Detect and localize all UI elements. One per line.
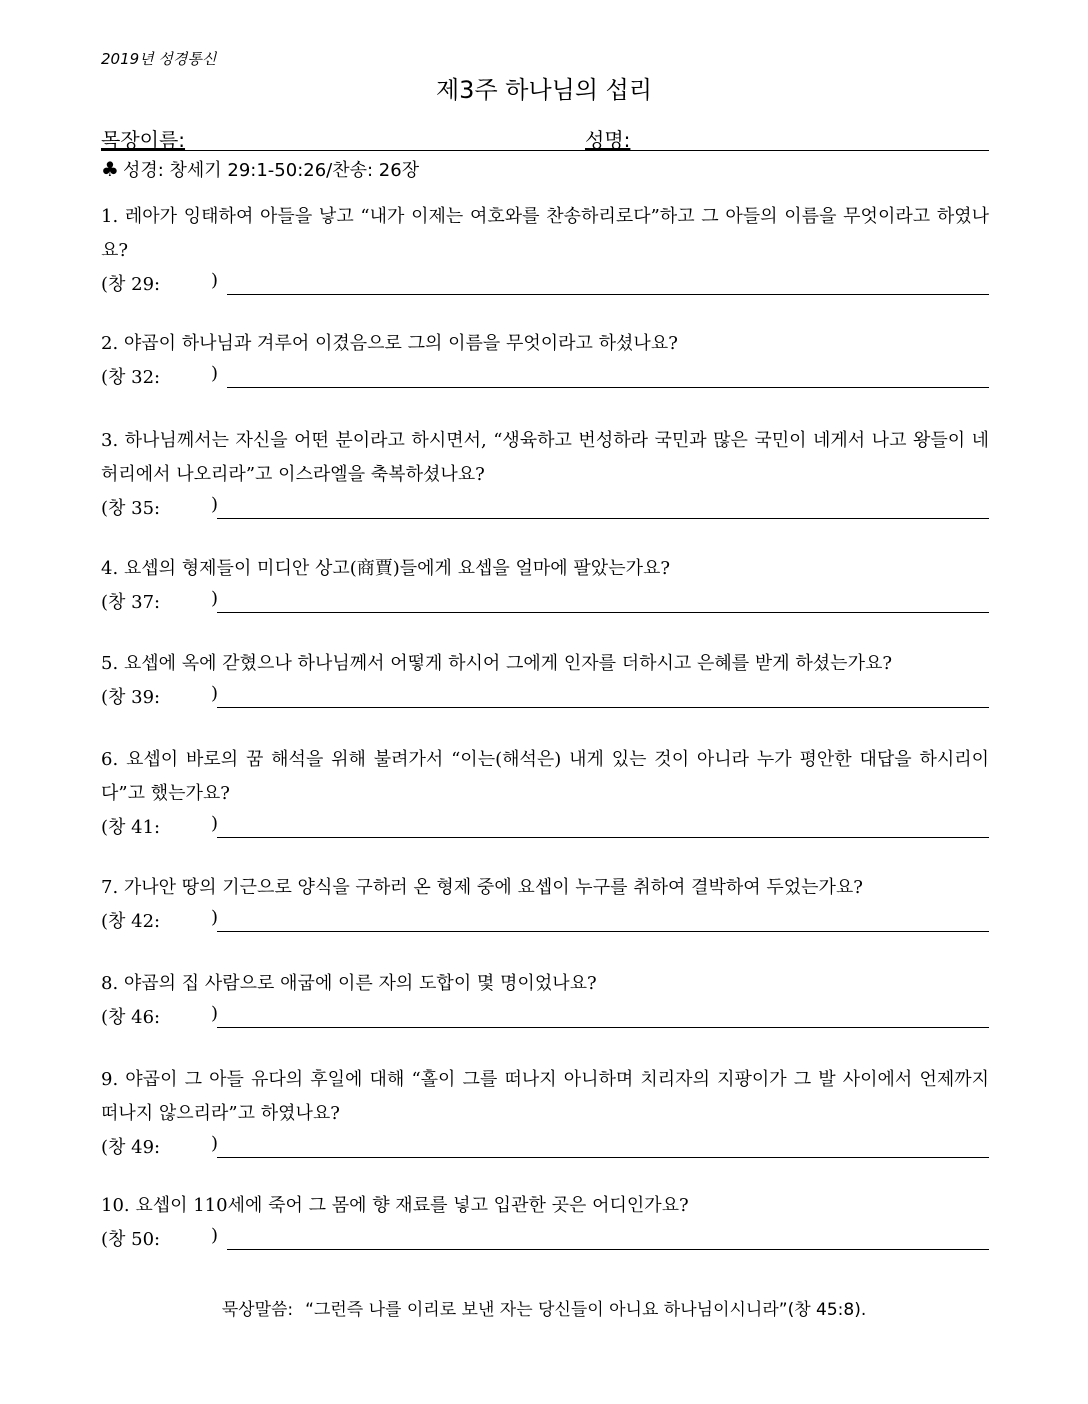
answer-line[interactable] <box>217 518 989 519</box>
reference-close: ) <box>211 683 219 704</box>
question-text: 8. 야곱의 집 사람으로 애굽에 이른 자의 도합이 몇 명이었나요? <box>101 973 597 994</box>
reference-close: ) <box>211 907 219 928</box>
reference-close: ) <box>211 1003 219 1024</box>
reference-label: (창 37: <box>101 592 161 613</box>
reference-close: ) <box>211 1133 219 1154</box>
person-name-label: 성명: <box>585 128 631 152</box>
answer-line[interactable] <box>217 1157 989 1158</box>
answer-line[interactable] <box>217 1027 989 1028</box>
answer-row <box>101 811 989 841</box>
question-text: 3. 하나님께서는 자신을 어떤 분이라고 하시면서, “생육하고 번성하라 국민과 많은 국민이 네게서 나고 왕들이 네 허리에서 나오리라”고 이스라엘을 축복하셨나요? <box>101 430 989 485</box>
reference-close: ) <box>211 363 219 384</box>
answer-row <box>101 361 989 391</box>
question-text: 9. 야곱이 그 아들 유다의 후일에 대해 “홀이 그를 떠나지 아니하며 치리자의 지팡이가 그 발 사이에서 언제까지 떠나지 않으리라”고 하였나요? <box>101 1069 989 1124</box>
question-3 <box>101 424 989 522</box>
question-7 <box>101 871 989 935</box>
answer-line[interactable] <box>227 1249 989 1250</box>
scripture-line <box>101 156 419 182</box>
reference-close: ) <box>211 270 219 291</box>
answer-row <box>101 586 989 616</box>
question-8 <box>101 967 989 1031</box>
memory-verse-line <box>0 1295 1088 1320</box>
question-text: 10. 요셉이 110세에 죽어 그 몸에 향 재료를 넣고 입관한 곳은 어디인가요? <box>101 1195 689 1216</box>
answer-row <box>101 268 989 298</box>
answer-line[interactable] <box>227 294 989 295</box>
question-1 <box>101 200 989 298</box>
answer-row <box>101 1223 989 1253</box>
question-text: 4. 요셉의 형제들이 미디안 상고(商賈)들에게 요셉을 얼마에 팔았는가요? <box>101 558 671 579</box>
header-note: 2019년 성경통신 <box>101 50 217 68</box>
reference-label: (창 35: <box>101 498 161 519</box>
reference-close: ) <box>211 588 219 609</box>
reference-label: (창 39: <box>101 687 161 708</box>
reference-close: ) <box>211 813 219 834</box>
question-2 <box>101 327 989 391</box>
question-9 <box>101 1063 989 1161</box>
answer-row <box>101 1001 989 1031</box>
question-6 <box>101 743 989 841</box>
question-4 <box>101 552 989 616</box>
question-text: 1. 레아가 잉태하여 아들을 낳고 “내가 이제는 여호와를 찬송하리로다”하고 그 아들의 이름을 무엇이라고 하였나요? <box>101 206 989 261</box>
answer-line[interactable] <box>217 837 989 838</box>
answer-row <box>101 681 989 711</box>
reference-close: ) <box>211 1225 219 1246</box>
answer-line[interactable] <box>217 707 989 708</box>
reference-label: (창 41: <box>101 817 161 838</box>
reference-label: (창 49: <box>101 1137 161 1158</box>
answer-row <box>101 905 989 935</box>
reference-label: (창 42: <box>101 911 161 932</box>
club-icon: ♣ <box>101 157 119 181</box>
question-text: 7. 가나안 땅의 기근으로 양식을 구하러 온 형제 중에 요셉이 누구를 취하여 결박하여 두었는가요? <box>101 877 863 898</box>
reference-label: (창 46: <box>101 1007 161 1028</box>
reference-label: (창 32: <box>101 367 161 388</box>
answer-row <box>101 1131 989 1161</box>
answer-line[interactable] <box>217 931 989 932</box>
question-text: 6. 요셉이 바로의 꿈 해석을 위해 불려가서 “이는(해석은) 내게 있는 것이 아니라 누가 평안한 대답을 하시리이다”고 했는가요? <box>101 749 989 804</box>
question-text: 2. 야곱이 하나님과 겨루어 이겼음으로 그의 이름을 무엇이라고 하셨나요? <box>101 333 678 354</box>
memory-verse-label: 묵상말씀: <box>221 1300 294 1320</box>
reference-label: (창 29: <box>101 274 161 295</box>
name-row <box>101 124 989 151</box>
answer-line[interactable] <box>217 612 989 613</box>
reference-close: ) <box>211 494 219 515</box>
question-text: 5. 요셉에 옥에 갇혔으나 하나님께서 어떻게 하시어 그에게 인자를 더하시고 은혜를 받게 하셨는가요? <box>101 653 893 674</box>
answer-row <box>101 492 989 522</box>
question-10 <box>101 1189 989 1253</box>
memory-verse-text: “그런즉 나를 이리로 보낸 자는 당신들이 아니요 하나님이시니라”(창 45:8). <box>305 1300 867 1320</box>
reference-label: (창 50: <box>101 1229 161 1250</box>
answer-line[interactable] <box>227 387 989 388</box>
page-title: 제3주 하나님의 섭리 <box>436 76 652 104</box>
question-5 <box>101 647 989 711</box>
mokjang-name-label: 목장이름: <box>101 128 186 152</box>
scripture-text: 성경: 창세기 29:1-50:26/찬송: 26장 <box>122 160 420 181</box>
